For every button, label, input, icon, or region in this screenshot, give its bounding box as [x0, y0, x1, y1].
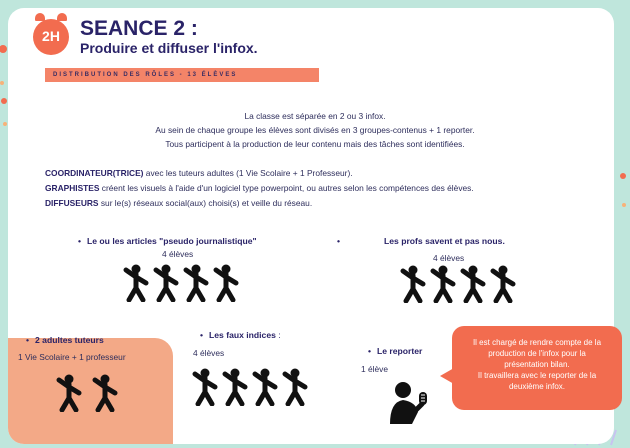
- reporter-note-line: présentation bilan.: [504, 360, 570, 369]
- person-icon: [192, 368, 218, 406]
- group-indices-label: • Les faux indices :: [200, 330, 281, 340]
- group-indices-figures: [192, 368, 308, 406]
- reporter-note-line: Il est chargé de rendre compte de la: [472, 338, 602, 347]
- roles-banner: DISTRIBUTION DES RÔLES - 13 ÉLÈVES: [45, 68, 319, 82]
- intro-line-3: Tous participent à la production de leur contenu mais des tâches sont identifiées.: [165, 139, 465, 149]
- reporter-note-line: production de l'infox pour la: [488, 349, 586, 358]
- intro-line-1: La classe est séparée en 2 ou 3 infox.: [244, 111, 386, 121]
- person-icon: [213, 264, 239, 302]
- role-coordinateur: COORDINATEUR(TRICE) avec les tuteurs adultes (1 Vie Scolaire + 1 Professeur).: [45, 168, 353, 178]
- group-profs-count: 4 élèves: [433, 253, 465, 263]
- person-icon: [400, 265, 426, 303]
- person-icon: [460, 265, 486, 303]
- session-badge: 2H: [42, 28, 60, 44]
- intro-line-2: Au sein de chaque groupe les élèves sont divisés en 3 groupes-contenus + 1 reporter.: [155, 125, 475, 135]
- group-tuteurs-figures: [56, 374, 118, 412]
- group-articles-figures: [123, 264, 239, 302]
- group-reporter-label: • Le reporter: [368, 346, 423, 356]
- person-icon: [123, 264, 149, 302]
- group-reporter-count: 1 élève: [361, 364, 389, 374]
- group-tuteurs-label: • 2 adultes tuteurs: [26, 335, 104, 345]
- group-articles-label: • Le ou les articles "pseudo journalistique": [78, 236, 257, 246]
- roles-list: [45, 166, 474, 211]
- person-icon: [92, 374, 118, 412]
- person-icon: [153, 264, 179, 302]
- group-indices-count: 4 élèves: [193, 348, 225, 358]
- group-profs-figures: [400, 265, 516, 303]
- role-diffuseurs: DIFFUSEURS sur le(s) réseaux social(aux) choisi(s) et veille du réseau.: [45, 198, 313, 208]
- person-icon: [222, 368, 248, 406]
- alarm-clock-icon: [31, 13, 75, 57]
- role-graphistes: GRAPHISTES créent les visuels à l'aide d'un logiciel type powerpoint, ou autres selon les compétences des élèves.: [45, 183, 474, 193]
- person-icon: [56, 374, 82, 412]
- group-profs-label: • Les profs savent et pas nous.: [337, 236, 505, 246]
- reporter-note-bubble: [452, 326, 622, 410]
- page-title: SEANCE 2 :: [80, 17, 198, 40]
- group-articles-count: 4 élèves: [162, 249, 194, 259]
- person-icon: [252, 368, 278, 406]
- reporter-microphone-icon: [388, 380, 434, 424]
- page-subtitle: Produire et diffuser l'infox.: [80, 40, 258, 56]
- group-tuteurs-count: 1 Vie Scolaire + 1 professeur: [18, 352, 126, 362]
- person-icon: [282, 368, 308, 406]
- reporter-note-line: Il travaillera avec le reporter de la: [477, 371, 597, 380]
- person-icon: [430, 265, 456, 303]
- person-icon: [490, 265, 516, 303]
- person-icon: [183, 264, 209, 302]
- reporter-note-line: deuxième infox.: [508, 382, 566, 391]
